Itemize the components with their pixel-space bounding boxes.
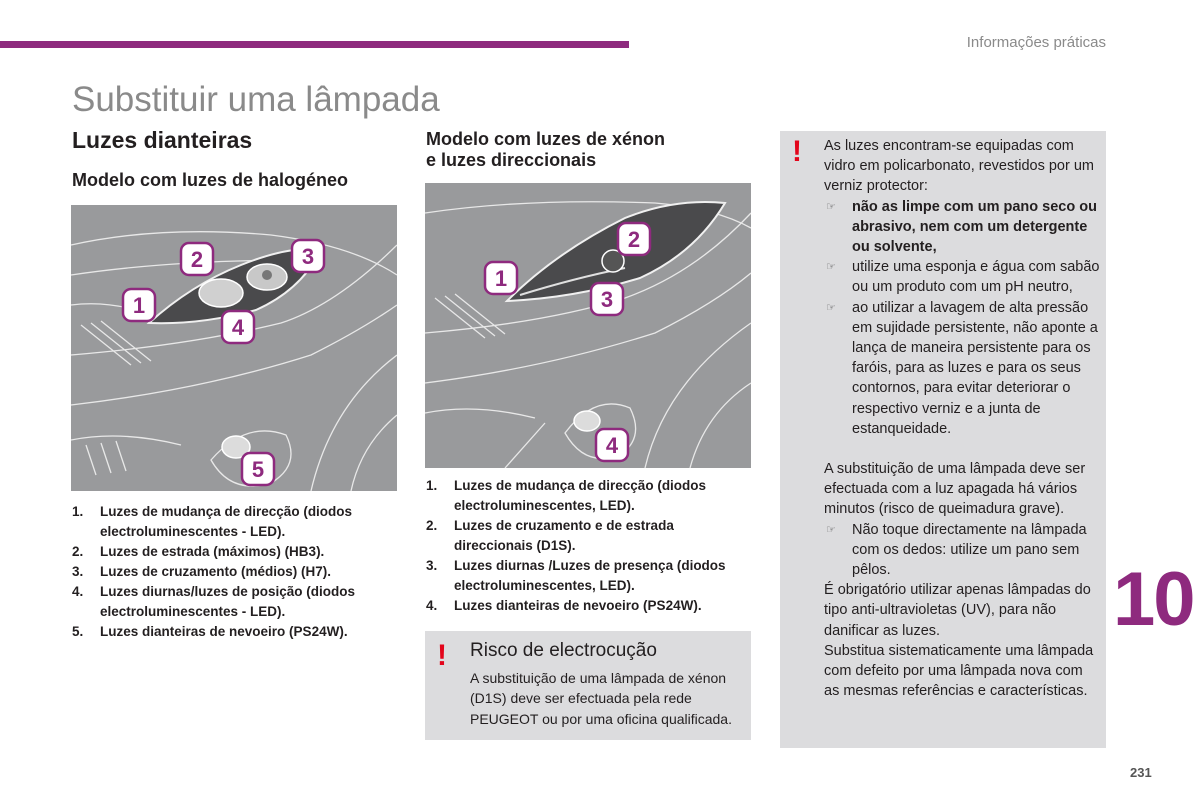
halogen-headlamp-figure	[71, 205, 397, 491]
uv-paragraph: É obrigatório utilizar apenas lâmpadas do tipo anti-ultravioletas (UV), para não danificar as luzes.	[824, 582, 1091, 639]
halogen-subtitle: Modelo com luzes de halogéneo	[72, 170, 349, 190]
halogen-callout-1: 1	[132, 293, 146, 318]
header-accent-bar	[0, 41, 629, 48]
pointing-hand-icon: ☞	[826, 523, 836, 536]
xenon-callout-4: 4	[605, 433, 619, 458]
list-item: ☞ utilize uma esponja e água com sabão ou um produto com um pH neutro,	[826, 259, 1100, 296]
page-title: Substituir uma lâmpada	[72, 80, 440, 119]
header-section-label: Informações práticas	[966, 34, 1106, 51]
halogen-callout-3: 3	[301, 244, 315, 269]
pointing-hand-icon: ☞	[826, 200, 836, 213]
page-number: 231	[1130, 765, 1152, 780]
xenon-callout-3: 3	[600, 287, 614, 312]
xenon-legend	[426, 476, 756, 616]
intro-paragraph: As luzes encontram-se equipadas com vidro em policarbonato, revestidos por um verniz protector:	[824, 138, 1094, 195]
electrocution-warning-box	[425, 631, 751, 740]
xenon-callout-2: 2	[627, 227, 641, 252]
list-item: 4. Luzes dianteiras de nevoeiro (PS24W).	[426, 598, 702, 613]
list-item: 2. Luzes de estrada (máximos) (HB3).	[72, 544, 325, 559]
care-notes-box	[780, 131, 1106, 748]
warning-icon: !	[792, 135, 802, 168]
list-item: 2. Luzes de cruzamento e de estrada direccionais (D1S).	[426, 518, 674, 553]
list-item: 4. Luzes diurnas/luzes de posição (diodos electroluminescentes - LED).	[72, 584, 356, 619]
halogen-callout-2: 2	[190, 247, 204, 272]
list-item: 3. Luzes diurnas /Luzes de presença (diodos electroluminescentes, LED).	[426, 558, 726, 593]
list-item: ☞ ao utilizar a lavagem de alta pressão em sujidade persistente, não aponte a lança de maneira persistente para os faróis, para as luzes e para os seus contornos, para evitar deteriorar o respectivo verniz e a junta de estanqueidade.	[826, 299, 1098, 437]
warning-text: A substituição de uma lâmpada de xénon (D1S) deve ser efectuada pela rede PEUGEOT ou por uma oficina qualificada.	[470, 670, 732, 727]
halogen-legend	[72, 502, 392, 642]
halogen-callout-4: 4	[231, 315, 245, 340]
xenon-headlamp-figure	[425, 183, 751, 468]
list-item: ☞ não as limpe com um pano seco ou abrasivo, nem com um detergente ou solvente,	[826, 198, 1097, 256]
pointing-hand-icon: ☞	[826, 261, 836, 274]
halogen-callout-5: 5	[251, 457, 265, 482]
warning-title: Risco de electrocução	[470, 640, 657, 661]
pointing-hand-icon: ☞	[826, 301, 836, 314]
list-item: 5. Luzes dianteiras de nevoeiro (PS24W).	[72, 624, 348, 639]
replacement-paragraph: A substituição de uma lâmpada deve ser efectuada com a luz apagada há vários minutos (risco de queimadura grave).	[824, 461, 1086, 518]
section-title: Luzes dianteiras	[72, 127, 253, 153]
warning-icon: !	[437, 639, 447, 672]
chapter-number: 10	[1113, 557, 1194, 642]
list-item: 1. Luzes de mudança de direcção (diodos electroluminescentes, LED).	[426, 478, 707, 513]
list-item: ☞ Não toque directamente na lâmpada com os dedos: utilize um pano sem pêlos.	[826, 521, 1087, 579]
list-item: 1. Luzes de mudança de direcção (diodos electroluminescentes - LED).	[72, 504, 353, 539]
xenon-subtitle: Modelo com luzes de xénon e luzes direccionais	[426, 129, 666, 170]
xenon-callout-1: 1	[494, 266, 508, 291]
care-notes-text	[824, 136, 1102, 701]
replace-defective-paragraph: Substitua sistematicamente uma lâmpada com defeito por uma lâmpada nova com as mesmas referências e características.	[824, 642, 1094, 700]
list-item: 3. Luzes de cruzamento (médios) (H7).	[72, 564, 332, 579]
